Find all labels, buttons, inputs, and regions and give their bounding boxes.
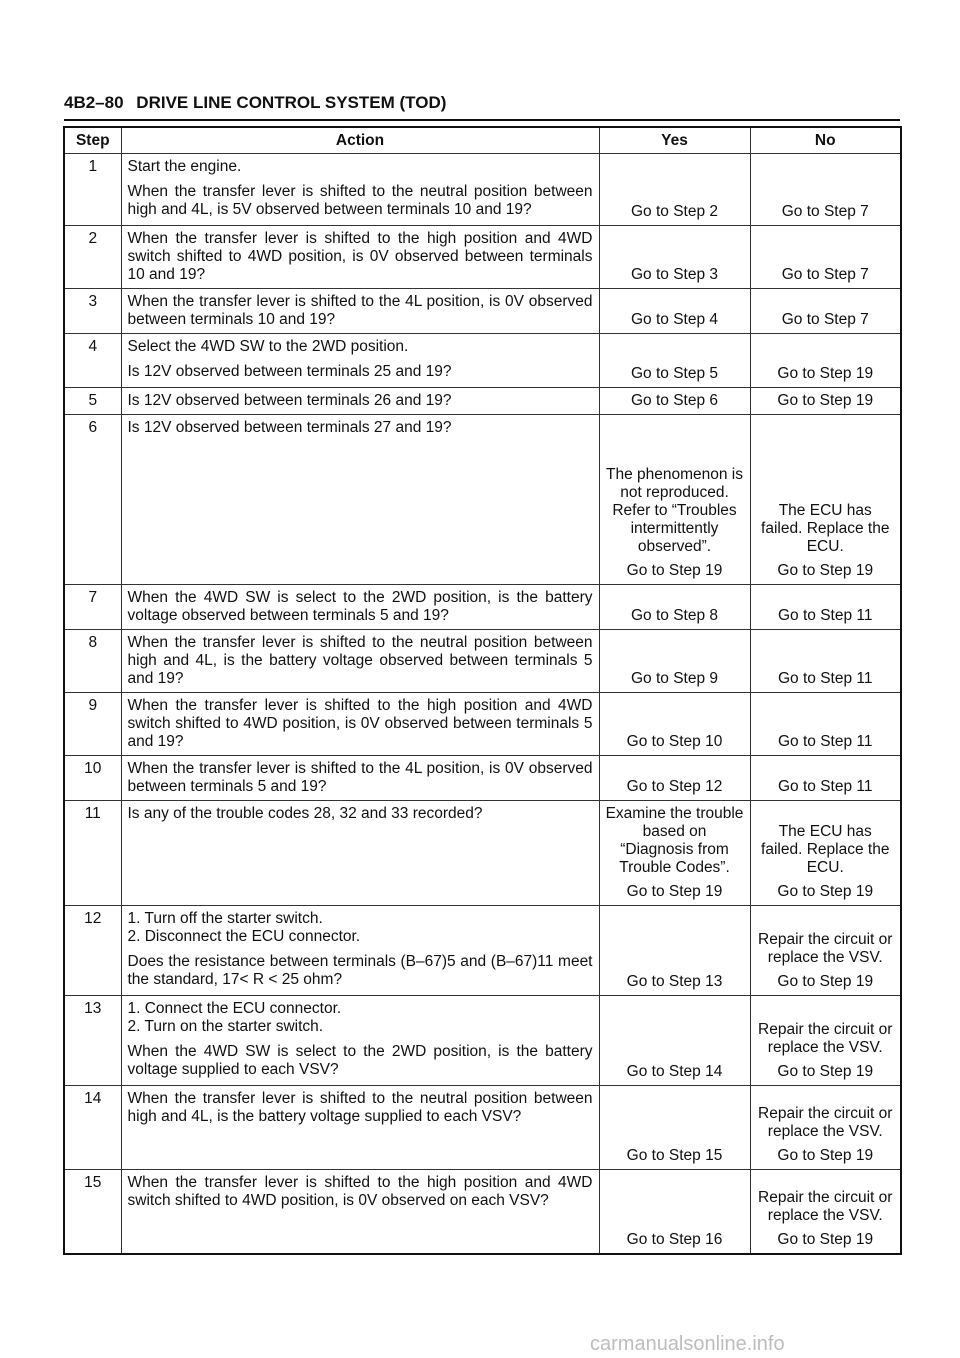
yes-cell [599, 1086, 750, 1170]
no-cell [750, 415, 901, 585]
table-row [64, 630, 901, 693]
yes-goto-step: Go to Step 8 [630, 607, 719, 624]
no-goto-step: Go to Step 19 [777, 973, 874, 990]
action-cell [121, 1170, 599, 1254]
step-number: 5 [64, 388, 121, 415]
table-row [64, 226, 901, 289]
yes-cell [599, 996, 750, 1086]
yes-cell [599, 415, 750, 585]
action-step-item: 2. Turn on the starter switch. [127, 1018, 324, 1035]
no-note: Repair the circuit or replace the VSV. [758, 1021, 893, 1056]
no-goto-step: Go to Step 19 [777, 365, 874, 382]
col-header-action: Action [121, 127, 599, 154]
yes-goto-step: Go to Step 14 [626, 1063, 723, 1080]
table-row [64, 756, 901, 801]
action-cell [121, 996, 599, 1086]
yes-goto-step: Go to Step 12 [626, 778, 723, 795]
step-number: 9 [64, 693, 121, 756]
action-cell [121, 289, 599, 334]
no-cell [750, 693, 901, 756]
table-row [64, 801, 901, 906]
page-code: 4B2–80 [64, 93, 124, 112]
step-number: 14 [64, 1086, 121, 1170]
yes-cell [599, 630, 750, 693]
col-header-step: Step [64, 127, 121, 154]
no-goto-step: Go to Step 19 [777, 392, 874, 409]
no-note: The ECU has failed. Replace the ECU. [761, 823, 890, 876]
action-text: Is any of the trouble codes 28, 32 and 33 recorded? [127, 805, 483, 822]
no-goto-step: Go to Step 7 [781, 266, 869, 283]
action-cell [121, 630, 599, 693]
action-cell [121, 801, 599, 906]
step-number: 4 [64, 334, 121, 388]
yes-cell [599, 289, 750, 334]
no-note: Repair the circuit or replace the VSV. [758, 1188, 893, 1224]
yes-note: Examine the trouble based on “Diagnosis from Trouble Codes”. [605, 805, 744, 876]
table-row [64, 906, 901, 996]
table-body [64, 154, 901, 1254]
yes-goto-step: Go to Step 13 [626, 973, 723, 990]
yes-goto-step: Go to Step 5 [630, 365, 719, 382]
no-cell [750, 756, 901, 801]
no-cell [750, 996, 901, 1086]
action-text: When the transfer lever is shifted to the high position and 4WD switch shifted to 4WD position, is 0V observed on each VSV? [127, 1174, 593, 1209]
yes-cell [599, 693, 750, 756]
no-cell [750, 334, 901, 388]
table-row [64, 1086, 901, 1170]
action-cell [121, 1086, 599, 1170]
yes-goto-step: Go to Step 15 [626, 1147, 723, 1164]
action-text: Is 12V observed between terminals 27 and 19? [127, 419, 452, 436]
no-cell [750, 1086, 901, 1170]
no-cell [750, 388, 901, 415]
col-header-yes: Yes [599, 127, 750, 154]
no-goto-step: Go to Step 7 [781, 311, 869, 328]
col-header-no: No [750, 127, 901, 154]
table-row [64, 154, 901, 226]
table-row [64, 415, 901, 585]
yes-goto-step: Go to Step 10 [626, 733, 723, 750]
table-row [64, 996, 901, 1086]
no-cell [750, 154, 901, 226]
table-row [64, 388, 901, 415]
no-note: Repair the circuit or replace the VSV. [758, 1105, 893, 1140]
action-text: Does the resistance between terminals (B–67)5 and (B–67)11 meet the standard, 17< R < 25 ohm? [127, 953, 593, 988]
action-steps [128, 910, 593, 946]
yes-cell [599, 1170, 750, 1254]
no-cell [750, 585, 901, 630]
no-goto-step: Go to Step 11 [778, 607, 873, 624]
yes-cell [599, 585, 750, 630]
step-number: 11 [64, 801, 121, 906]
action-text: Start the engine. [127, 158, 242, 175]
no-cell [750, 289, 901, 334]
action-text: When the transfer lever is shifted to the 4L position, is 0V observed between terminals 10 and 19? [127, 293, 593, 328]
yes-cell [599, 906, 750, 996]
action-steps [128, 1000, 593, 1036]
no-note: Repair the circuit or replace the VSV. [758, 931, 893, 966]
yes-cell [599, 334, 750, 388]
page-header [64, 93, 900, 121]
yes-cell [599, 226, 750, 289]
no-goto-step: Go to Step 11 [778, 670, 873, 687]
yes-note: The phenomenon is not reproduced. Refer to “Troubles intermittently observed”. [605, 466, 743, 555]
action-cell [121, 906, 599, 996]
yes-goto-step: Go to Step 16 [626, 1230, 723, 1248]
no-goto-step: Go to Step 19 [777, 562, 874, 579]
table-header-row [64, 127, 901, 154]
action-text: When the 4WD SW is select to the 2WD position, is the battery voltage supplied to each VSV? [127, 1043, 593, 1078]
yes-goto-step: Go to Step 2 [630, 203, 719, 220]
action-cell [121, 388, 599, 415]
action-text: When the 4WD SW is select to the 2WD position, is the battery voltage observed between terminals 5 and 19? [127, 589, 593, 624]
action-text: Is 12V observed between terminals 26 and 19? [127, 392, 452, 409]
no-goto-step: Go to Step 7 [781, 203, 869, 220]
action-cell [121, 756, 599, 801]
yes-goto-step: Go to Step 19 [626, 562, 723, 579]
action-text: When the transfer lever is shifted to the neutral position between high and 4L, is the battery voltage observed between terminals 5 and 19? [127, 634, 593, 687]
action-cell [121, 226, 599, 289]
yes-cell [599, 756, 750, 801]
diagnosis-table [63, 126, 902, 1255]
yes-goto-step: Go to Step 6 [630, 392, 719, 409]
no-goto-step: Go to Step 19 [777, 1147, 874, 1164]
action-text: When the transfer lever is shifted to the neutral position between high and 4L, is 5V observed between terminals 10 and 19? [127, 183, 593, 218]
action-cell [121, 334, 599, 388]
yes-cell [599, 154, 750, 226]
action-text: When the transfer lever is shifted to the 4L position, is 0V observed between terminals 5 and 19? [127, 760, 593, 795]
yes-cell [599, 388, 750, 415]
step-number: 10 [64, 756, 121, 801]
yes-goto-step: Go to Step 3 [630, 266, 719, 283]
action-cell [121, 693, 599, 756]
step-number: 13 [64, 996, 121, 1086]
step-number: 15 [64, 1170, 121, 1254]
action-step-item: 1. Connect the ECU connector. [127, 1000, 342, 1017]
no-goto-step: Go to Step 19 [777, 1230, 874, 1248]
step-number: 7 [64, 585, 121, 630]
yes-goto-step: Go to Step 9 [630, 670, 719, 687]
no-cell [750, 630, 901, 693]
action-cell [121, 415, 599, 585]
action-text: Is 12V observed between terminals 25 and 19? [127, 363, 452, 380]
yes-goto-step: Go to Step 19 [626, 883, 723, 900]
table-row [64, 693, 901, 756]
no-goto-step: Go to Step 19 [777, 1063, 874, 1080]
table-row [64, 585, 901, 630]
page-title: DRIVE LINE CONTROL SYSTEM (TOD) [136, 93, 447, 112]
table-row [64, 1170, 901, 1254]
table-row [64, 289, 901, 334]
action-text: When the transfer lever is shifted to the high position and 4WD switch shifted to 4WD position, is 0V observed between terminals 5 and 19? [127, 697, 593, 750]
action-text: When the transfer lever is shifted to the high position and 4WD switch shifted to 4WD position, is 0V observed between terminals 10 and 19? [127, 230, 593, 283]
yes-cell [599, 801, 750, 906]
watermark: carmanualsonline.info [590, 1333, 785, 1355]
action-text: Select the 4WD SW to the 2WD position. [127, 338, 409, 355]
step-number: 2 [64, 226, 121, 289]
no-cell [750, 1170, 901, 1254]
no-cell [750, 801, 901, 906]
action-cell [121, 154, 599, 226]
action-step-item: 2. Disconnect the ECU connector. [127, 928, 361, 945]
step-number: 3 [64, 289, 121, 334]
action-text: When the transfer lever is shifted to the neutral position between high and 4L, is the battery voltage supplied to each VSV? [127, 1090, 593, 1125]
step-number: 1 [64, 154, 121, 226]
yes-goto-step: Go to Step 4 [630, 311, 719, 328]
no-goto-step: Go to Step 19 [777, 883, 874, 900]
no-cell [750, 906, 901, 996]
step-number: 12 [64, 906, 121, 996]
step-number: 6 [64, 415, 121, 585]
action-step-item: 1. Turn off the starter switch. [127, 910, 323, 927]
action-cell [121, 585, 599, 630]
table-row [64, 334, 901, 388]
no-goto-step: Go to Step 11 [778, 778, 873, 795]
no-cell [750, 226, 901, 289]
step-number: 8 [64, 630, 121, 693]
no-note: The ECU has failed. Replace the ECU. [761, 502, 890, 555]
no-goto-step: Go to Step 11 [778, 733, 873, 750]
